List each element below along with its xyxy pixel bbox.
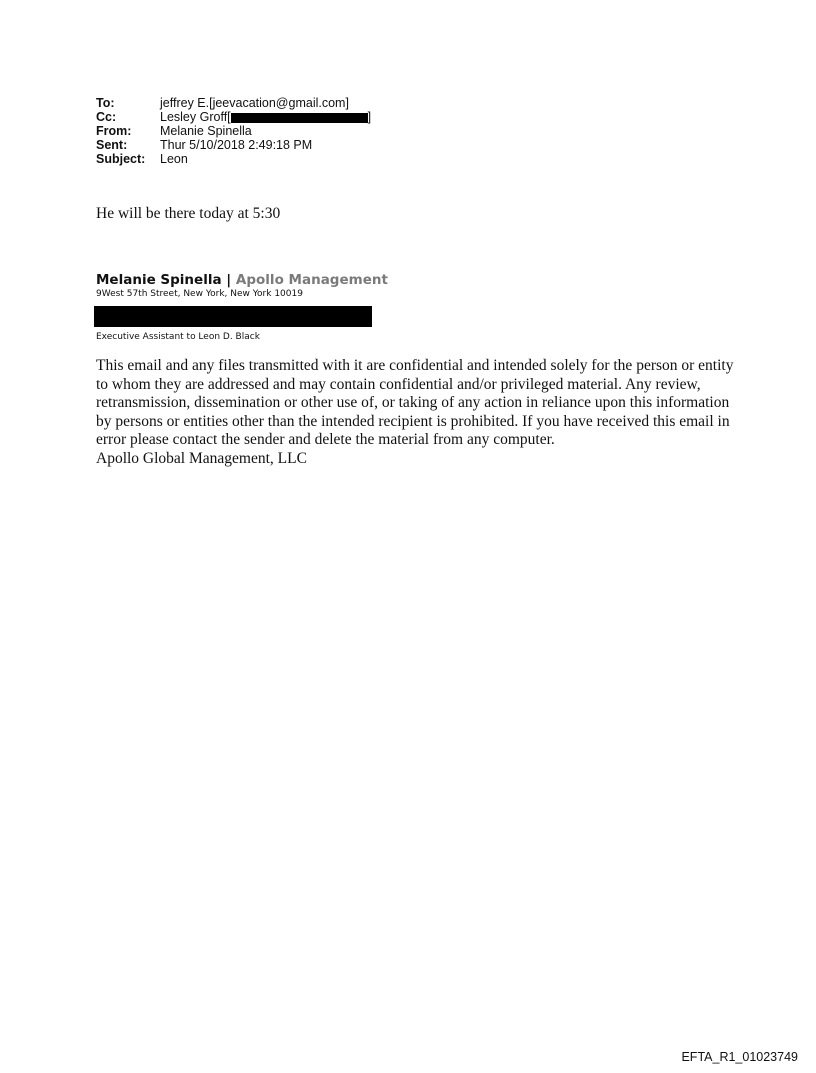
- email-message: He will be there today at 5:30: [96, 205, 281, 222]
- from-label: From:: [96, 124, 132, 138]
- subject-label: Subject:: [96, 152, 146, 166]
- signature-address: 9West 57th Street, New York, New York 10019: [96, 289, 303, 299]
- document-id: EFTA_R1_01023749: [681, 1050, 798, 1064]
- confidentiality-disclaimer: [96, 357, 736, 469]
- to-value: jeffrey E.[jeevacation@gmail.com]: [160, 96, 349, 110]
- sent-label: Sent:: [96, 138, 128, 152]
- cc-value: Lesley Groff[: [160, 110, 231, 124]
- signature-heading: [96, 272, 388, 289]
- signature-title: Executive Assistant to Leon D. Black: [96, 332, 260, 342]
- cc-label: Cc:: [96, 110, 117, 124]
- signature-redaction: [94, 306, 372, 327]
- sent-value: Thur 5/10/2018 2:49:18 PM: [160, 138, 313, 152]
- cc-row: [96, 110, 371, 124]
- signature-name: Melanie Spinella: [96, 272, 222, 288]
- disclaimer-text: This email and any files transmitted with it are confidential and intended solely for the person or entity to whom they are addressed and may contain confidential and/or privileged material. Any review, retransmission, dissemination or other use of, or taking of any action in reliance upon this information by persons or entities other than the intended recipient is prohibited. If you have received this email in error please contact the sender and delete the material from any computer.: [96, 357, 734, 449]
- to-label: To:: [96, 96, 115, 110]
- cc-close: ]: [367, 110, 372, 124]
- sent-row: [96, 138, 371, 152]
- cc-redaction: [231, 113, 368, 123]
- signature-company: Apollo Management: [235, 272, 388, 288]
- from-value: Melanie Spinella: [160, 124, 252, 138]
- subject-value: Leon: [160, 152, 188, 166]
- disclaimer-company: Apollo Global Management, LLC: [96, 449, 307, 467]
- email-header: [96, 96, 371, 166]
- signature-separator: |: [221, 272, 236, 288]
- to-row: [96, 96, 371, 110]
- from-row: [96, 124, 371, 138]
- email-signature: [96, 272, 388, 343]
- subject-row: [96, 152, 371, 166]
- cc-value-wrap: [160, 110, 371, 124]
